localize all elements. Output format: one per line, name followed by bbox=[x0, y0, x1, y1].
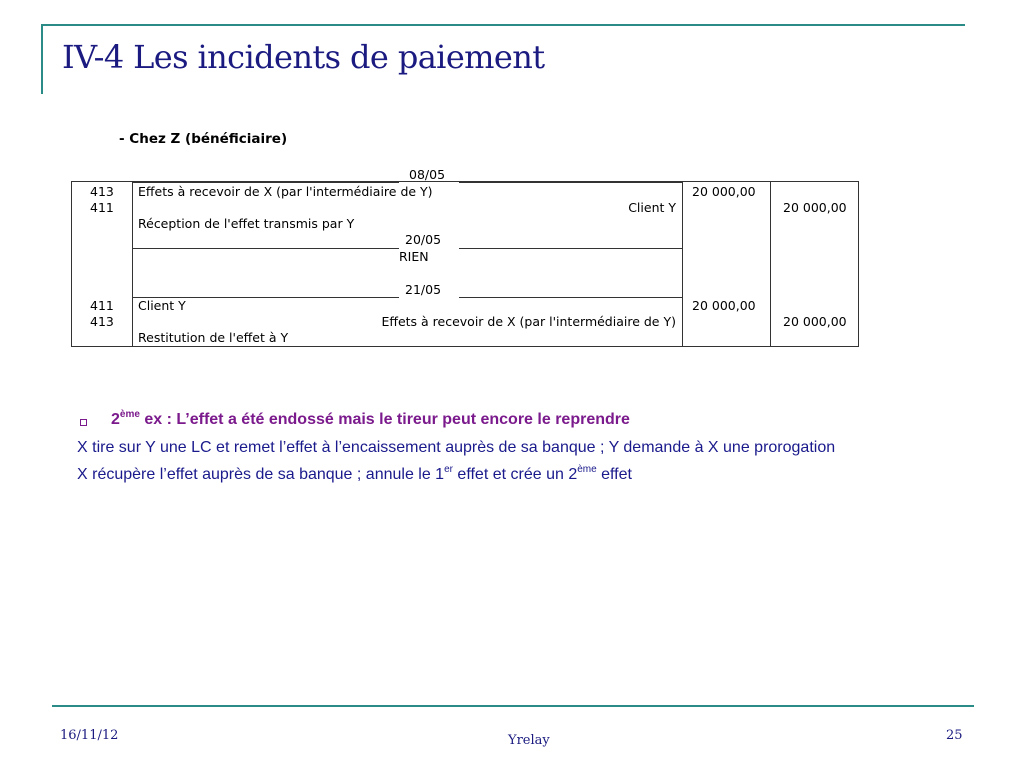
account-number: 411 bbox=[90, 298, 114, 313]
slide-title: IV-4 Les incidents de paiement bbox=[62, 38, 545, 76]
subheading: - Chez Z (bénéficiaire) bbox=[119, 131, 288, 147]
left-rule bbox=[41, 24, 43, 94]
account-number: 413 bbox=[90, 314, 114, 329]
credit-amount: 20 000,00 bbox=[783, 200, 847, 215]
para2-part3: effet bbox=[596, 466, 632, 483]
account-number: 413 bbox=[90, 184, 114, 199]
footer-date: 16/11/12 bbox=[60, 728, 119, 743]
credit-label: Effets à recevoir de X (par l'intermédiaire de Y) bbox=[381, 314, 676, 329]
footer-author: Yrelay bbox=[508, 733, 550, 748]
bullet-ordinal: ème bbox=[119, 409, 140, 420]
top-rule bbox=[43, 24, 965, 26]
date-rule bbox=[132, 248, 399, 249]
bullet-number: 2 bbox=[111, 411, 120, 428]
debit-label: Effets à recevoir de X (par l'intermédiaire de Y) bbox=[138, 184, 433, 199]
para2-sup2: ème bbox=[577, 464, 597, 475]
bullet-heading bbox=[79, 411, 630, 429]
debit-label: Client Y bbox=[138, 298, 186, 313]
account-number: 411 bbox=[90, 200, 114, 215]
credit-amount: 20 000,00 bbox=[783, 314, 847, 329]
entry-description: Réception de l'effet transmis par Y bbox=[138, 216, 355, 231]
ledger-table bbox=[71, 181, 859, 347]
debit-amount: 20 000,00 bbox=[692, 298, 756, 313]
para2-part2: effet et crée un 2 bbox=[452, 466, 578, 483]
entry-description: Restitution de l'effet à Y bbox=[138, 330, 289, 345]
date-rule bbox=[459, 248, 682, 249]
credit-label: Client Y bbox=[628, 200, 676, 215]
entry2-date: 20/05 bbox=[405, 232, 442, 247]
bullet-text: ex : L’effet a été endossé mais le tireur peut encore le reprendre bbox=[139, 411, 630, 428]
paragraph-1: X tire sur Y une LC et remet l’effet à l’encaissement auprès de sa banque ; Y demande à X une prorogation bbox=[77, 439, 836, 456]
entry3-date: 21/05 bbox=[405, 282, 442, 297]
para2-sup1: er bbox=[444, 464, 453, 475]
page-number: 25 bbox=[946, 728, 963, 743]
column-divider bbox=[770, 182, 771, 346]
entry1-date: 08/05 bbox=[409, 167, 446, 182]
para2-part1: X récupère l’effet auprès de sa banque ; annule le 1 bbox=[77, 466, 445, 483]
column-divider bbox=[682, 182, 683, 346]
debit-amount: 20 000,00 bbox=[692, 184, 756, 199]
column-divider bbox=[132, 182, 133, 346]
paragraph-2 bbox=[77, 466, 632, 484]
bottom-rule bbox=[52, 705, 974, 707]
entry2-note: RIEN bbox=[399, 249, 429, 264]
date-rule bbox=[459, 297, 682, 298]
